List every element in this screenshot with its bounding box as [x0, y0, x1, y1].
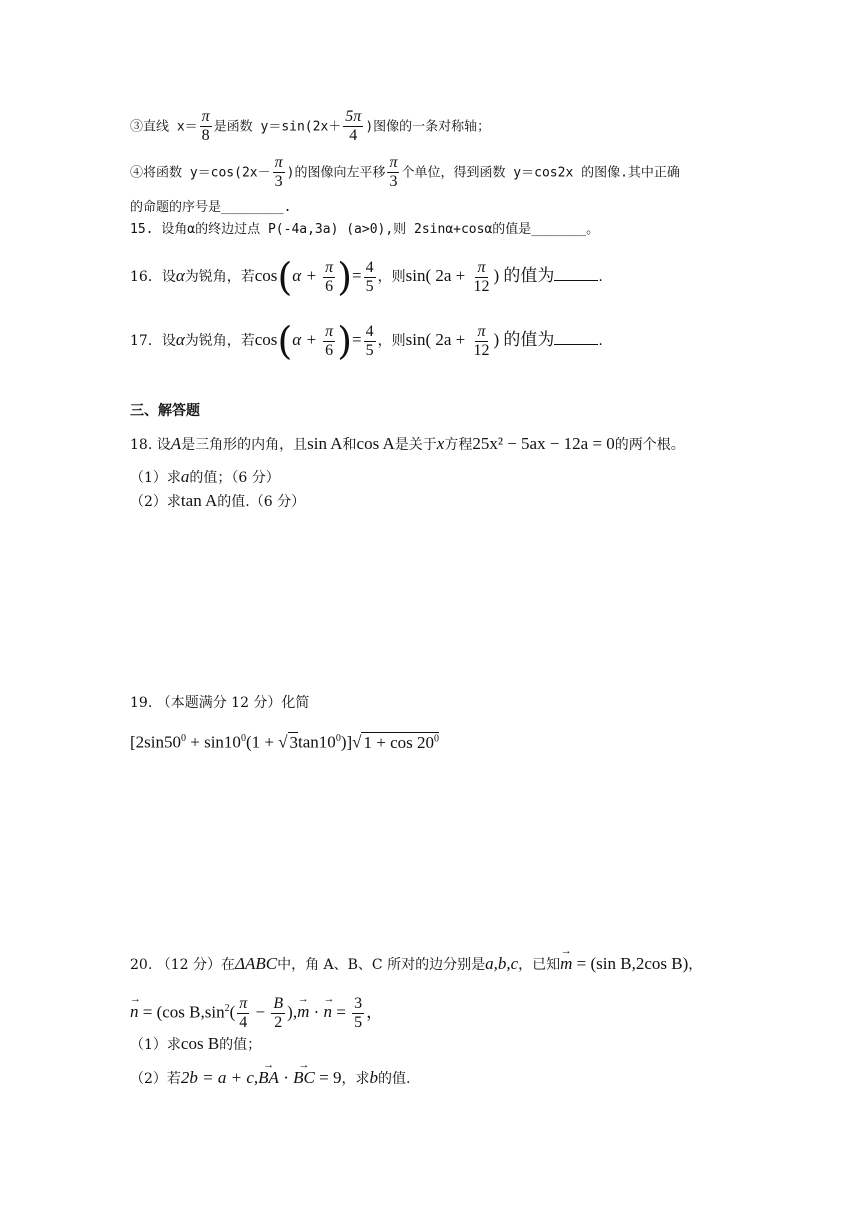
q18-text: 是三角形的内角，且 [181, 437, 308, 453]
question-16 [130, 255, 603, 299]
fraction: $\frac{\pi}{12}$ [473, 258, 490, 295]
item-3-text: 是函数 y＝sin(2x＋ [213, 119, 342, 135]
question-20-line2 [130, 995, 383, 1032]
q17-num: 17．设 [130, 333, 176, 349]
question-18-part-1 [130, 467, 280, 488]
q20-text2: ，已知 [518, 957, 561, 973]
fraction: $\frac{\pi}{6}$ [325, 322, 334, 359]
part-text: 的值；（6 分） [189, 470, 280, 486]
question-19-expression [130, 729, 439, 753]
part-label: （1）求 [130, 1037, 181, 1053]
item-3 [130, 108, 490, 145]
question-20-part-1 [130, 1034, 261, 1055]
part-label: （2）求 [130, 494, 181, 510]
cos: cos [254, 330, 278, 349]
sin-A: sin A [307, 434, 343, 453]
q17-text2: ，则 [377, 333, 406, 349]
fraction: $\frac{B}{2}$ [273, 995, 284, 1031]
q18-text4: 方程 [444, 437, 473, 453]
item-4-prefix: ④将函数 y＝cos(2x－ [130, 165, 271, 181]
question-19: 19. （本题满分 12 分）化简 [130, 695, 310, 711]
question-15: 15. 设角α的终边过点 P(-4a,3a) (a>0),则 2sinα+cosα的值是_______。 [130, 222, 600, 237]
fraction: $\frac{4}{5}$ [365, 258, 374, 295]
comma: ， [688, 957, 703, 973]
q18-num: 18. 设 [130, 437, 171, 453]
section-title: 三、解答题 [130, 403, 200, 419]
paren: ) [337, 319, 353, 363]
condition: 2b = a + c, [180, 1068, 259, 1087]
paren: ( [277, 255, 293, 299]
item-3-prefix: ③直线 x＝ [130, 119, 198, 135]
sin-expr: sin( 2a + [405, 266, 470, 285]
radicand: 3 [289, 732, 299, 752]
alpha-plus: α + [292, 266, 322, 285]
fraction: $\frac{\pi}{4}$ [239, 995, 248, 1031]
q18-text3: 是关于 [394, 437, 437, 453]
answer-blank [554, 266, 598, 281]
equals: = [352, 266, 362, 285]
vector-m: → m [297, 1002, 309, 1022]
q16-text2: ，则 [377, 269, 406, 285]
n-definition: = (cos B,sin [138, 1002, 225, 1022]
vector-BC: → BC [293, 1068, 315, 1088]
expr-part: tan10 [298, 732, 336, 752]
part-text2: 的值. [377, 1071, 411, 1087]
item-4-suffix: 个单位，得到函数 y＝cos2x 的图像.其中正确 [401, 165, 680, 181]
question-17 [130, 319, 603, 363]
tan-A: tan A [180, 491, 218, 510]
item-4-text: )的图像向左平移 [286, 165, 386, 181]
cos: cos [254, 266, 278, 285]
question-18-part-2 [130, 491, 305, 512]
m-definition: = (sin B,2cos B) [572, 954, 689, 973]
sin-expr: sin( 2a + [405, 330, 470, 349]
equals: = 9 [314, 1068, 342, 1087]
q17-text: 为锐角，若 [184, 333, 255, 349]
fraction: $\frac{5\pi}{4}$ [345, 108, 362, 144]
item-3-suffix: )图像的一条对称轴； [365, 119, 491, 135]
minus: − [251, 1002, 270, 1022]
vector-n: → n [324, 1002, 333, 1022]
comma: ， [366, 1002, 384, 1022]
expr-part: + sin10 [186, 732, 241, 752]
fraction: $\frac{3}{5}$ [354, 995, 363, 1031]
vector-BA: → BA [258, 1068, 279, 1088]
expr-part: (1 + [245, 732, 279, 752]
equation: 25x² − 5ax − 12a = 0 [472, 434, 615, 453]
expr-part: )] [340, 732, 353, 752]
paren: ), [287, 1002, 298, 1022]
equals: = [332, 1002, 351, 1022]
part-label: （2）若 [130, 1071, 181, 1087]
answer-blank [554, 330, 598, 345]
q16-text3: ) 的值为 [493, 266, 555, 285]
q20-num: 20. （12 分）在 [130, 957, 235, 973]
q20-text: 中，角 A、B、C 所对的边分别是 [277, 957, 486, 973]
cos-B: cos B [180, 1034, 220, 1053]
cos-A: cos A [356, 434, 395, 453]
dot: · [278, 1068, 294, 1087]
fraction: $\frac{\pi}{3}$ [274, 154, 283, 190]
degree: 0 [433, 733, 439, 744]
alpha-plus: α + [292, 330, 322, 349]
fraction: $\frac{\pi}{12}$ [473, 322, 490, 359]
item-4 [130, 154, 680, 191]
item-4-line2: 的命题的序号是________. [130, 200, 292, 215]
paren: ) [337, 255, 353, 299]
vector-m: → m [560, 954, 572, 974]
question-18 [130, 434, 685, 455]
degree: 0 [335, 733, 341, 744]
period: . [598, 269, 603, 285]
fraction: $\frac{\pi}{8}$ [201, 108, 210, 144]
vector-n: → n [130, 1002, 139, 1022]
expr-part: [2sin50 [130, 732, 181, 752]
equals: = [352, 330, 362, 349]
alpha: α [175, 266, 185, 285]
part-text: ，求 [341, 1071, 370, 1087]
fraction: $\frac{\pi}{6}$ [325, 258, 334, 295]
q16-num: 16．设 [130, 269, 176, 285]
period: . [598, 333, 603, 349]
question-20 [130, 954, 702, 975]
degree: 0 [240, 733, 246, 744]
sqrt-sign: √ [352, 732, 362, 752]
var-x: x [436, 434, 445, 453]
q18-text2: 和 [342, 437, 357, 453]
var-b: b [369, 1068, 378, 1087]
paren: ( [277, 319, 293, 363]
part-text: 的值； [219, 1037, 262, 1053]
sqrt-sign: √ [278, 732, 288, 752]
triangle: ΔABC [234, 954, 278, 973]
q17-text3: ) 的值为 [493, 330, 555, 349]
radicand: 1 + cos 20 [363, 732, 434, 752]
var-a: a [180, 467, 190, 486]
exponent: 2 [224, 1002, 230, 1014]
question-20-part-2 [130, 1068, 410, 1089]
fraction: $\frac{4}{5}$ [365, 322, 374, 359]
part-text: 的值.（6 分） [217, 494, 306, 510]
alpha: α [175, 330, 185, 349]
sides: a,b,c [485, 954, 519, 973]
part-label: （1）求 [130, 470, 181, 486]
q18-text5: 的两个根。 [614, 437, 685, 453]
var-A: A [170, 434, 182, 453]
paren: ( [229, 1002, 236, 1022]
fraction: $\frac{\pi}{3}$ [389, 154, 398, 190]
dot: · [309, 1002, 324, 1022]
degree: 0 [181, 733, 186, 744]
q16-text: 为锐角，若 [184, 269, 255, 285]
